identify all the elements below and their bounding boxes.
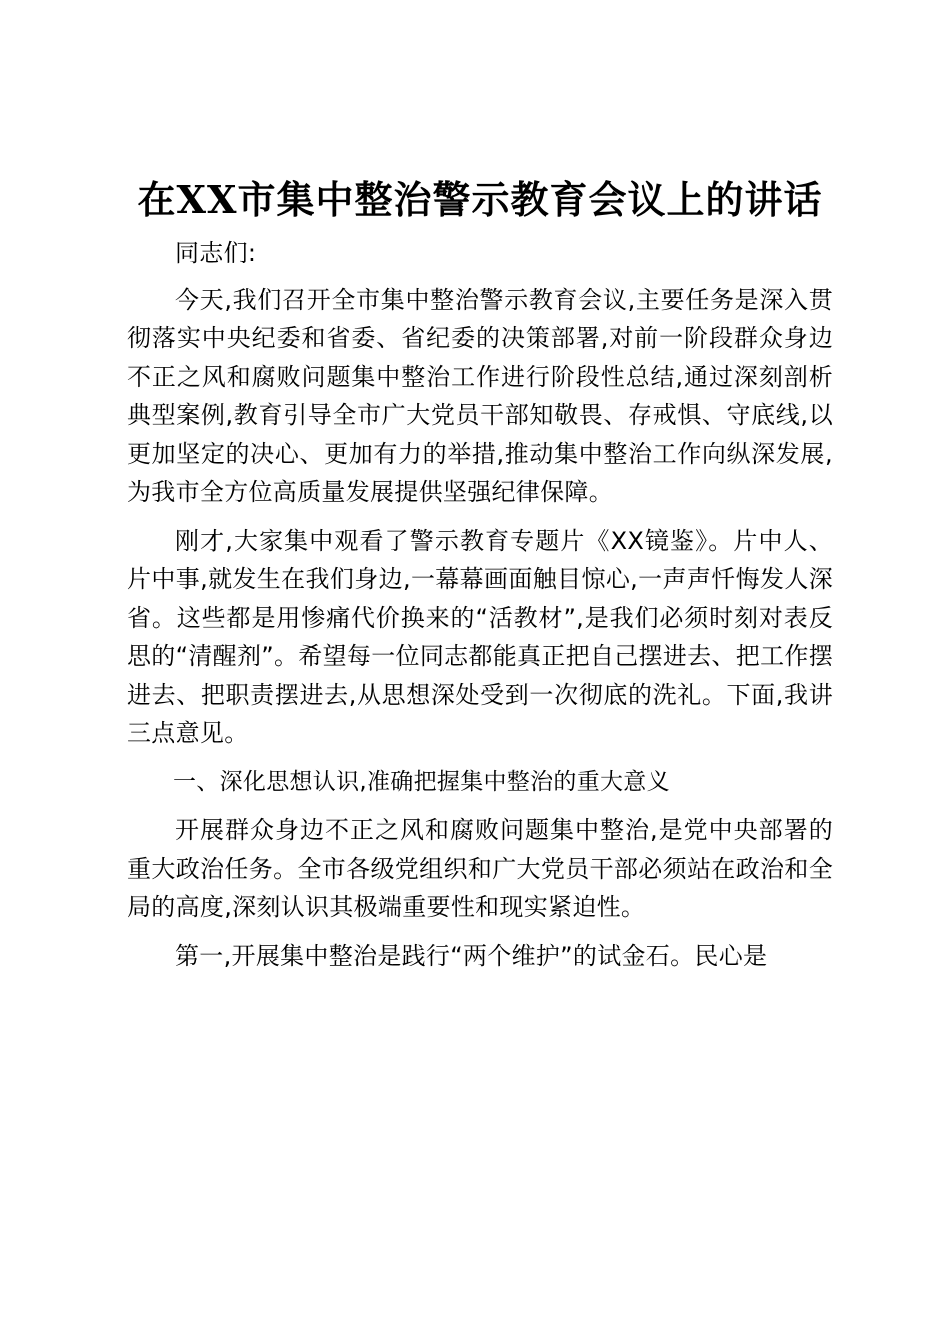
paragraph-opening: 今天,我们召开全市集中整治警示教育会议,主要任务是深入贯彻落实中央纪委和省委、省纪委的决策部署,对前一阶段群众身边不正之风和腐败问题集中整治工作进行阶段性总结,通过深刻剖析典型案例,教育引导全市广大党员干部知敬畏、存戒惧、守底线,以更加坚定的决心、更加有力的举措,推动集中整治工作向纵深发展,为我市全方位高质量发展提供坚强纪律保障。 bbox=[127, 285, 833, 506]
document-page bbox=[127, 176, 833, 975]
section-heading: 一、深化思想认识,准确把握集中整治的重大意义 bbox=[173, 768, 670, 795]
paragraph-warning-film: 刚才,大家集中观看了警示教育专题片《XX镜鉴》。片中人、片中事,就发生在我们身边,一幕幕画面触目惊心,一声声忏悔发人深省。这些都是用惨痛代价换来的“活教材”,是我们必须时刻对表反思的“清醒剂”。希望每一位同志都能真正把自己摆进去、把工作摆进去、把职责摆进去,从思想深处受到一次彻底的洗礼。下面,我讲三点意见。 bbox=[127, 526, 833, 747]
document-title: 在XX市集中整治警示教育会议上的讲话 bbox=[137, 177, 823, 222]
salutation: 同志们: bbox=[175, 239, 257, 267]
paragraph-first-point: 第一,开展集中整治是践行“两个维护”的试金石。民心是 bbox=[175, 941, 768, 970]
paragraph-section-intro: 开展群众身边不正之风和腐败问题集中整治,是党中央部署的重大政治任务。全市各级党组织和广大党员干部必须站在政治和全局的高度,深刻认识其极端重要性和现实紧迫性。 bbox=[127, 816, 833, 921]
